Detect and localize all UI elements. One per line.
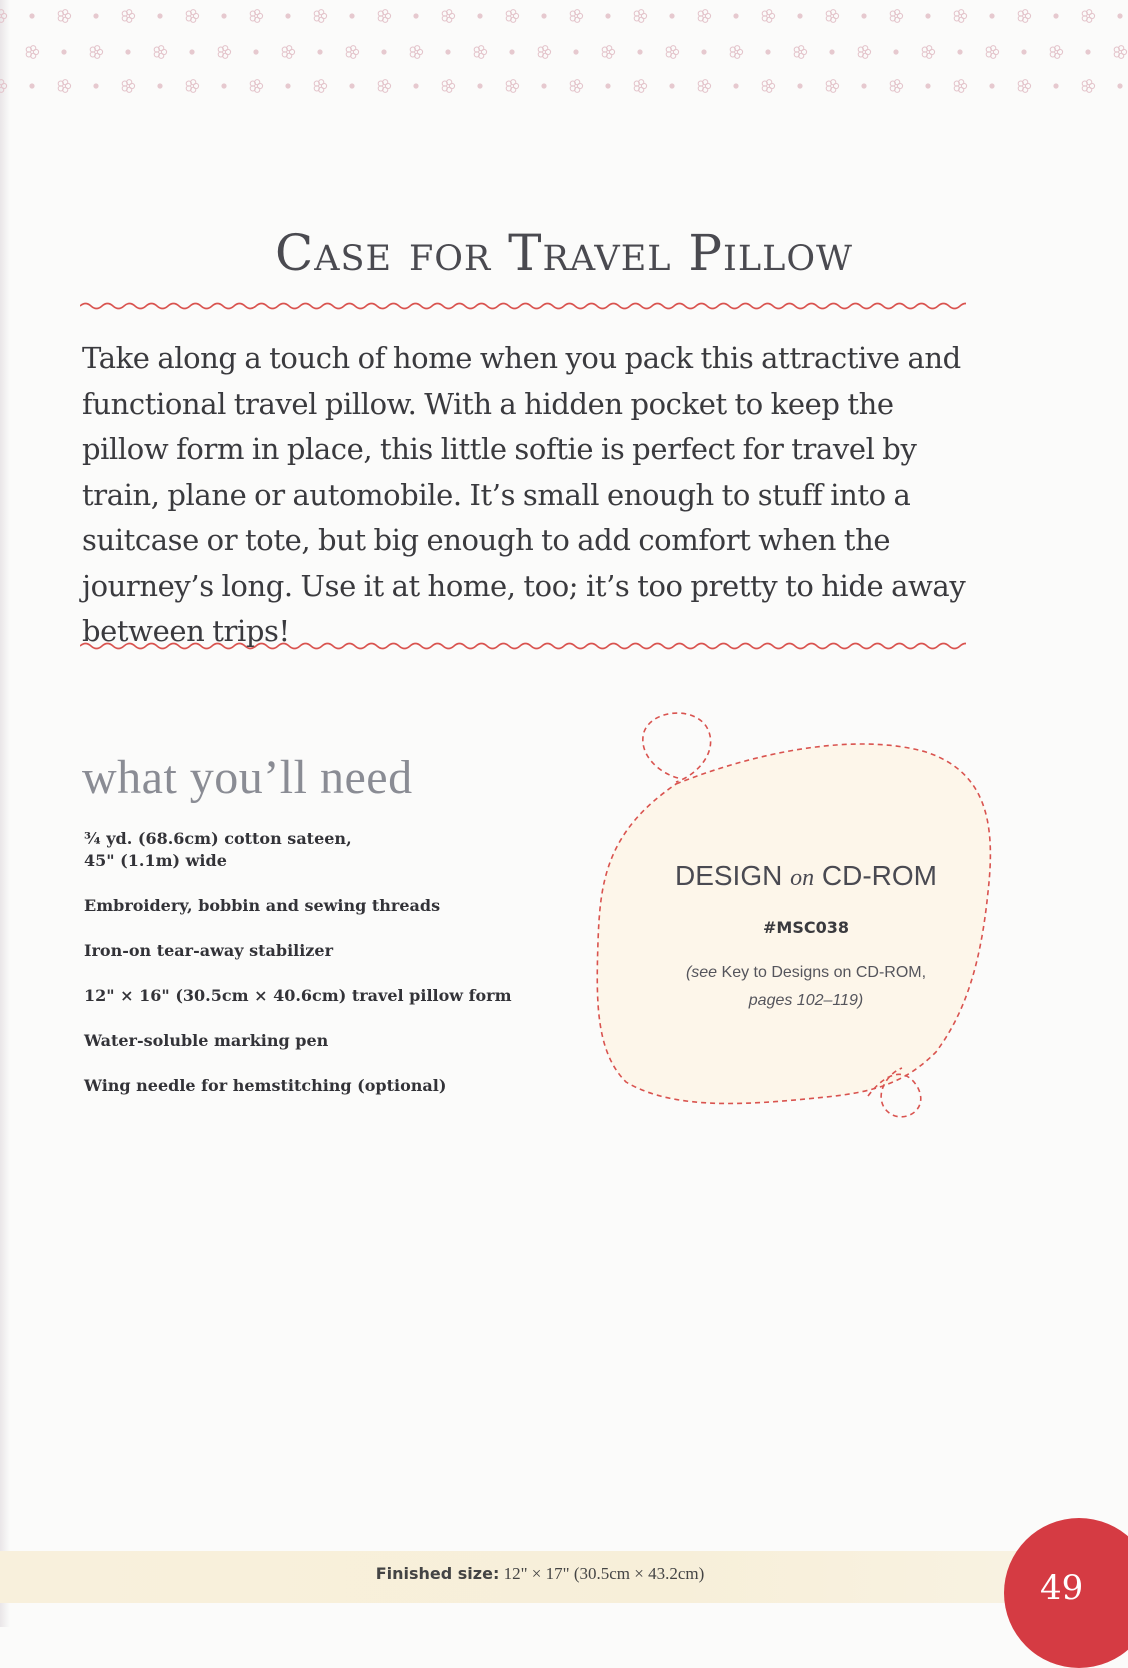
pattern-dot [925, 13, 930, 18]
flower-motif [218, 46, 230, 59]
flower-motif [1082, 80, 1094, 93]
flower-motif [762, 80, 774, 93]
pattern-dot [349, 13, 354, 18]
pattern-dot [157, 83, 162, 88]
flower-motif [922, 46, 934, 59]
flower-motif [26, 46, 38, 59]
flower-motif [378, 80, 390, 93]
pattern-dot [381, 49, 386, 54]
flower-motif [314, 10, 326, 23]
flower-motif [634, 80, 646, 93]
pattern-dot [797, 83, 802, 88]
flower-motif [410, 46, 422, 59]
pattern-dot [29, 13, 34, 18]
flower-motif [602, 46, 614, 59]
pattern-dot [477, 13, 482, 18]
supply-item: Water-soluble marking pen [84, 1031, 329, 1050]
design-code: #MSC038 [763, 918, 849, 937]
flower-motif [154, 46, 166, 59]
flower-motif [826, 80, 838, 93]
pattern-dot [477, 83, 482, 88]
flower-motif [698, 10, 710, 23]
pattern-dot [1053, 13, 1058, 18]
flower-motif [58, 80, 70, 93]
pattern-dot [669, 83, 674, 88]
cd-ref-line2: pages 102–119) [748, 992, 864, 1009]
flower-motif [0, 80, 7, 93]
flower-motif [826, 10, 838, 23]
flower-motif [634, 10, 646, 23]
pattern-dot [989, 13, 994, 18]
pattern-dot [989, 83, 994, 88]
flower-motif [58, 10, 70, 23]
pattern-dot [1117, 83, 1122, 88]
cd-title [636, 860, 976, 892]
pattern-dot [1053, 83, 1058, 88]
cd-title-cdrom: CD-ROM [821, 860, 937, 891]
flower-motif [666, 46, 678, 59]
pattern-dot [829, 49, 834, 54]
pattern-dot [861, 13, 866, 18]
pattern-dot [605, 83, 610, 88]
pattern-dot [93, 13, 98, 18]
cd-title-design: DESIGN [674, 860, 783, 891]
supply-item: Iron-on tear-away stabilizer [84, 941, 333, 960]
flower-motif [1082, 10, 1094, 23]
flower-motif [986, 46, 998, 59]
flower-motif [378, 10, 390, 23]
pattern-dot [541, 83, 546, 88]
pattern-dot [573, 49, 578, 54]
pattern-dot [541, 13, 546, 18]
supply-item: 12" × 16" (30.5cm × 40.6cm) travel pillow form [84, 986, 512, 1005]
flower-motif [474, 46, 486, 59]
floral-dot-pattern [0, 0, 1128, 100]
pattern-dot [797, 13, 802, 18]
flower-motif [1114, 46, 1126, 59]
flower-motif [122, 10, 134, 23]
flower-motif [506, 10, 518, 23]
pattern-dot [861, 83, 866, 88]
finished-size-label: Finished size: [375, 1564, 500, 1583]
flower-motif [698, 80, 710, 93]
flower-motif [570, 10, 582, 23]
flower-motif [282, 46, 294, 59]
page-number: 49 [1040, 1568, 1084, 1608]
pattern-dot [253, 49, 258, 54]
cd-reference [636, 959, 976, 1015]
flower-motif [186, 80, 198, 93]
cd-ref-line1: Key to Designs on CD-ROM, [721, 964, 927, 981]
flower-motif [858, 46, 870, 59]
pattern-dot [1021, 49, 1026, 54]
pattern-dot [509, 49, 514, 54]
pattern-dot [669, 13, 674, 18]
flower-motif [90, 46, 102, 59]
flower-motif [730, 46, 742, 59]
pattern-dot [1117, 13, 1122, 18]
pattern-dot [1085, 49, 1090, 54]
pattern-dot [349, 83, 354, 88]
pattern-dot [285, 83, 290, 88]
page-title: Case for Travel Pillow [275, 224, 853, 282]
wavy-divider-top [80, 300, 966, 312]
flower-motif [794, 46, 806, 59]
flower-motif [314, 80, 326, 93]
pattern-dot [413, 83, 418, 88]
pattern-dot [605, 13, 610, 18]
pattern-dot [93, 83, 98, 88]
flower-motif [250, 80, 262, 93]
pattern-dot [733, 83, 738, 88]
pattern-dot [893, 49, 898, 54]
pattern-dot [765, 49, 770, 54]
cd-rom-info [636, 860, 976, 1015]
cd-title-on: on [790, 865, 815, 891]
pattern-dot [957, 49, 962, 54]
flower-motif [954, 10, 966, 23]
pattern-dot [157, 13, 162, 18]
flower-motif [954, 80, 966, 93]
supply-item: Wing needle for hemstitching (optional) [84, 1076, 447, 1095]
pattern-dot [445, 49, 450, 54]
pattern-dot [925, 83, 930, 88]
pattern-dot [285, 13, 290, 18]
pattern-dot [701, 49, 706, 54]
supplies-list [84, 828, 604, 1120]
intro-paragraph: Take along a touch of home when you pack this attractive and functional travel pillow. With a hidden pocket to keep the pillow form in place, this little softie is perfect for travel by train, plane or automobile. It’s small enough to stuff into a suitcase or tote, but big enough to add comfort when the journey’s long. Use it at home, too; it’s too pretty to hide away between trips! [82, 341, 966, 648]
flower-motif [890, 10, 902, 23]
flower-motif [506, 80, 518, 93]
flower-motif [186, 10, 198, 23]
flower-motif [1050, 46, 1062, 59]
cd-ref-see: (see [685, 964, 718, 981]
pattern-dot [125, 49, 130, 54]
needs-heading: what you’ll need [82, 751, 413, 804]
finished-size-value: 12" × 17" (30.5cm × 43.2cm) [503, 1564, 705, 1583]
supply-item: Embroidery, bobbin and sewing threads [84, 896, 441, 915]
pattern-dot [317, 49, 322, 54]
flower-motif [0, 10, 7, 23]
pattern-dot [29, 83, 34, 88]
supply-item: ¾ yd. (68.6cm) cotton sateen, 45" (1.1m) wide [84, 829, 352, 870]
pattern-dot [637, 49, 642, 54]
flower-motif [538, 46, 550, 59]
pattern-dot [221, 13, 226, 18]
flower-motif [762, 10, 774, 23]
pattern-dot [221, 83, 226, 88]
pattern-dot [413, 13, 418, 18]
flower-motif [570, 80, 582, 93]
flower-motif [250, 10, 262, 23]
wavy-divider-bottom [80, 640, 966, 652]
pattern-dot [189, 49, 194, 54]
flower-motif [442, 10, 454, 23]
flower-motif [1018, 80, 1030, 93]
flower-motif [442, 80, 454, 93]
pattern-dot [733, 13, 738, 18]
flower-motif [122, 80, 134, 93]
flower-motif [346, 46, 358, 59]
flower-motif [1018, 10, 1030, 23]
finished-size [0, 1564, 1080, 1584]
flower-motif [890, 80, 902, 93]
pattern-dot [61, 49, 66, 54]
